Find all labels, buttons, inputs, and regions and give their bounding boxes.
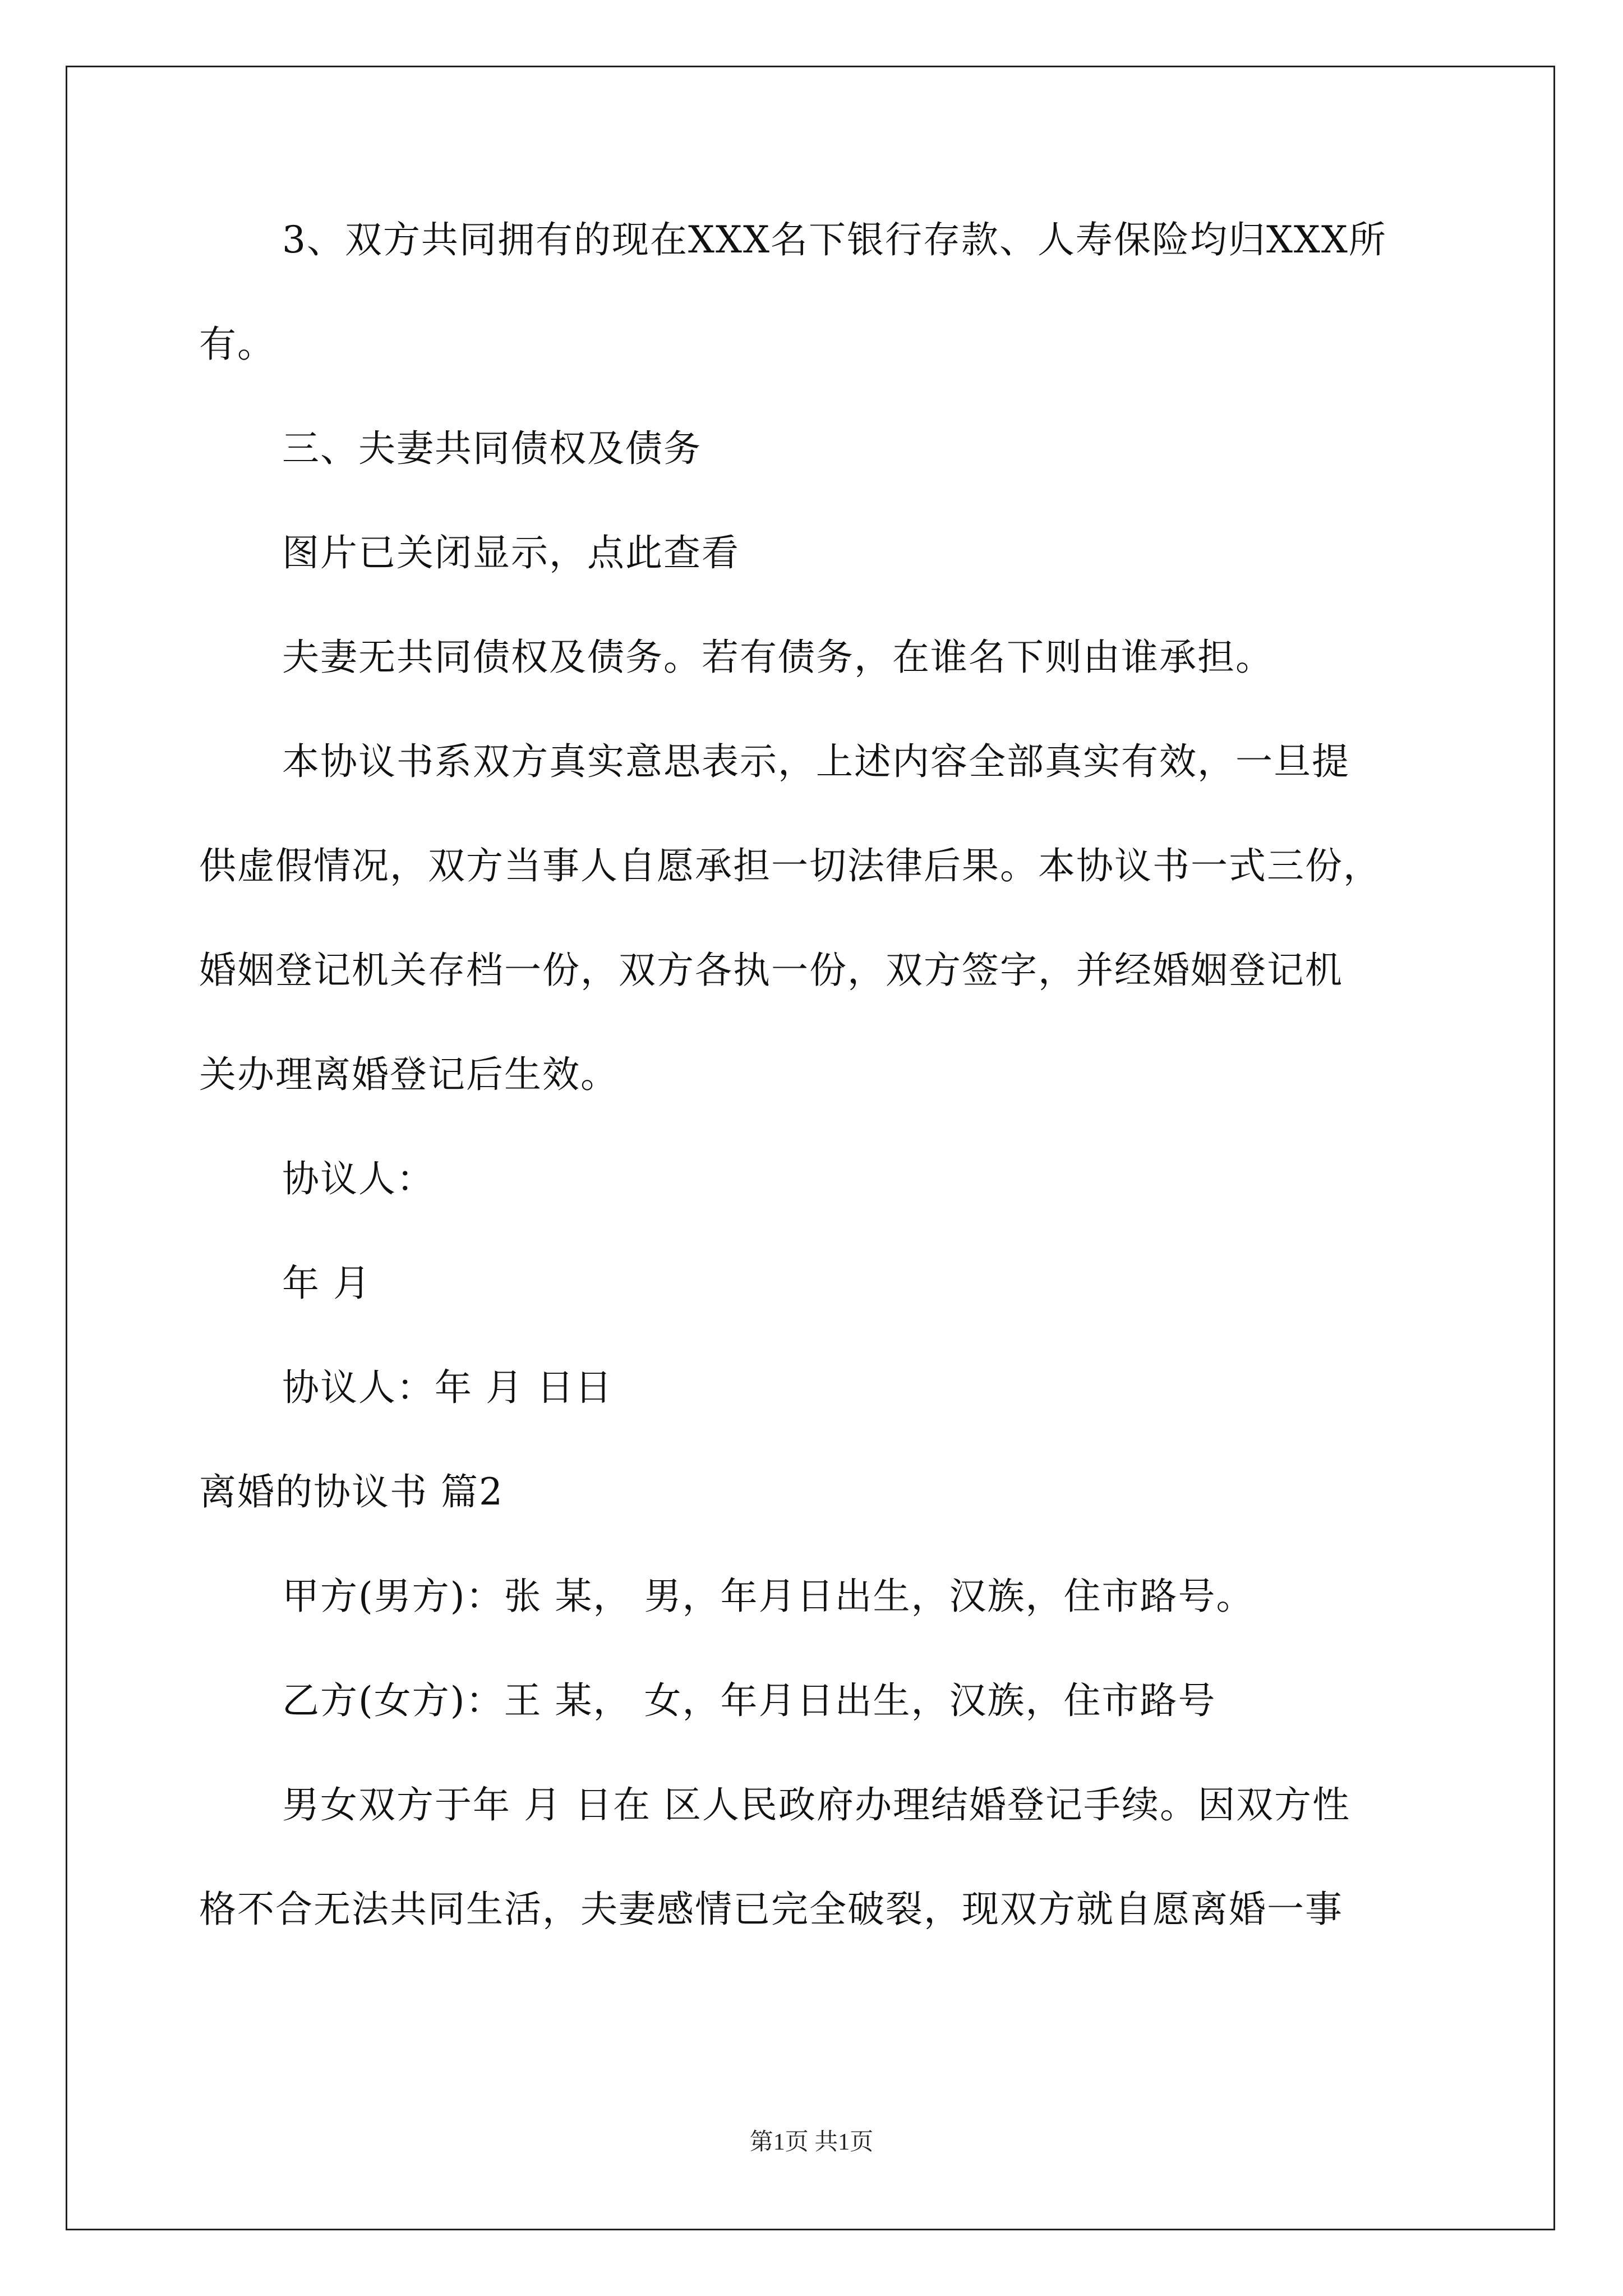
signatory-date-line: 协议人：年 月 日日: [282, 1366, 613, 1409]
party-a-line: 甲方(男方)：张 某， 男，年月日出生，汉族，住市路号。: [282, 1575, 1255, 1618]
paragraph-line: 关办理离婚登记后生效。: [199, 1053, 619, 1096]
paragraph-line: 格不合无法共同生活，夫妻感情已完全破裂，现双方就自愿离婚一事: [199, 1888, 1343, 1931]
page-number-footer: 第1页 共1页: [749, 2129, 874, 2155]
section-title: 离婚的协议书 篇2: [199, 1470, 504, 1513]
paragraph-line: 3、双方共同拥有的现在XXX名下银行存款、人寿保险均归XXX所: [282, 218, 1387, 261]
paragraph-line: 供虚假情况，双方当事人自愿承担一切法律后果。本协议书一式三份，: [199, 844, 1381, 887]
party-b-line: 乙方(女方)：王 某， 女，年月日出生，汉族，住市路号: [282, 1679, 1216, 1722]
document-body: [199, 218, 1461, 1995]
image-placeholder-link[interactable]: 图片已关闭显示，点此查看: [282, 531, 740, 574]
paragraph-line: 有。: [199, 323, 275, 366]
date-line: 年 月: [282, 1262, 371, 1305]
paragraph-line: 男女双方于年 月 日在 区人民政府办理结婚登记手续。因双方性: [282, 1783, 1350, 1826]
paragraph-line: 夫妻无共同债权及债务。若有债务，在谁名下则由谁承担。: [282, 636, 1274, 679]
section-heading: 三、夫妻共同债权及债务: [282, 427, 702, 470]
signatory-label: 协议人：: [282, 1157, 435, 1200]
paragraph-line: 本协议书系双方真实意思表示，上述内容全部真实有效，一旦提: [282, 740, 1350, 783]
paragraph-line: 婚姻登记机关存档一份，双方各执一份，双方签字，并经婚姻登记机: [199, 949, 1343, 992]
